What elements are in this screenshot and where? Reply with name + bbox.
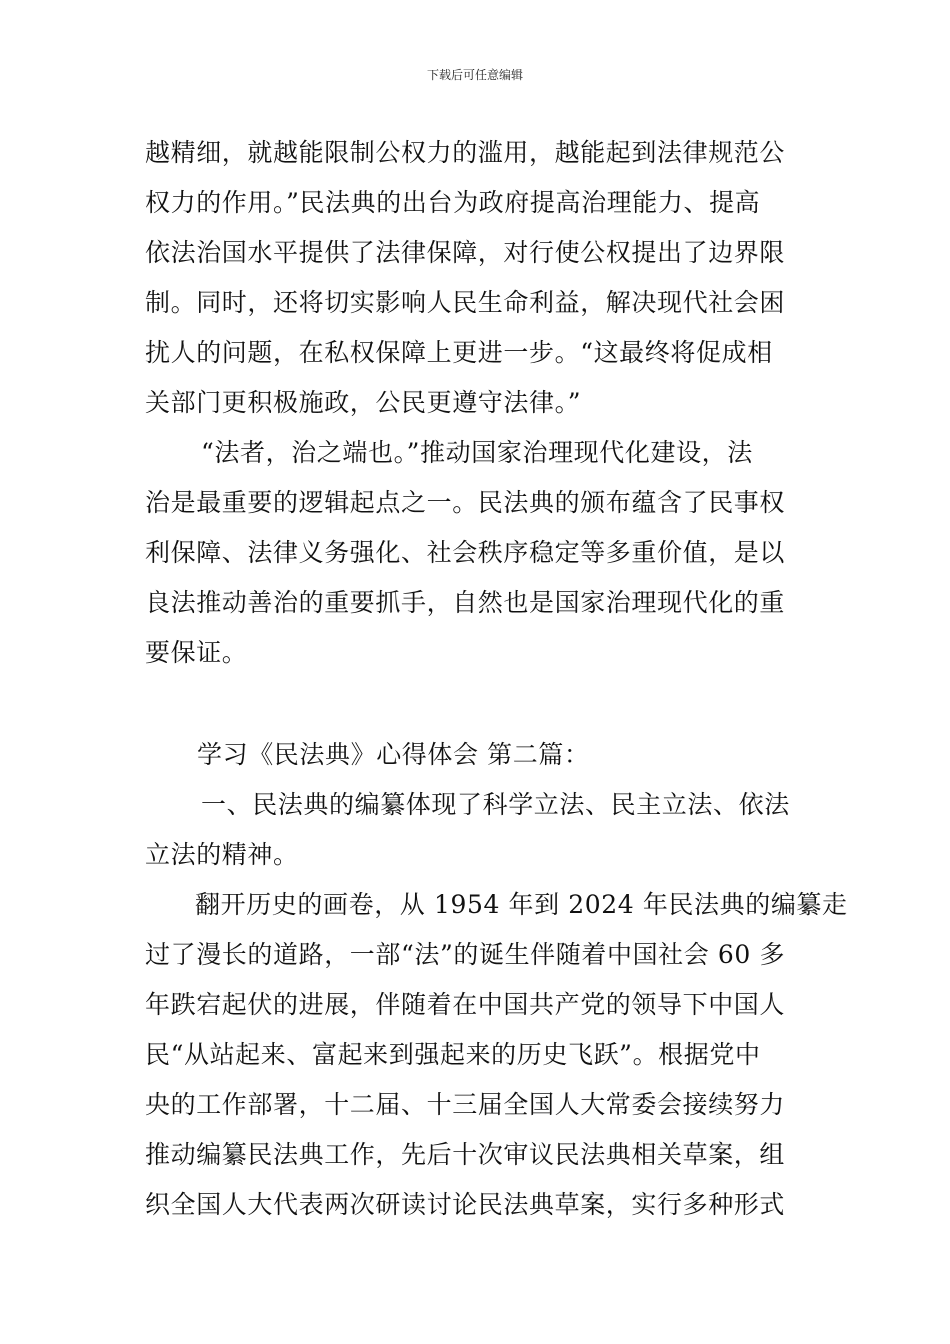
- text-line: 央的工作部署，十二届、十三届全国人大常委会接续努力: [145, 1090, 786, 1119]
- text-line: 要保证。: [145, 638, 248, 667]
- text-line: 利保障、法律义务强化、社会秩序稳定等多重价值，是以: [145, 538, 786, 567]
- text-line: “法者，治之端也。”推动国家治理现代化建设，法: [201, 438, 753, 467]
- text-line: 一、民法典的编纂体现了科学立法、民主立法、依法: [201, 790, 790, 819]
- section-gap: [145, 678, 810, 730]
- text-line: 立法的精神。: [145, 840, 299, 869]
- text-line: 依法治国水平提供了法律保障，对行使公权提出了边界限: [145, 238, 786, 267]
- text-line: 推动编纂民法典工作，先后十次审议民法典相关草案，组: [145, 1140, 786, 1169]
- text-line: 治是最重要的逻辑起点之一。民法典的颁布蕴含了民事权: [145, 488, 786, 517]
- text-line: 制。同时，还将切实影响人民生命利益，解决现代社会困: [145, 288, 786, 317]
- paragraph-1: [145, 128, 810, 428]
- text-line: 越精细，就越能限制公权力的滥用，越能起到法律规范公: [145, 138, 786, 167]
- text-line: 翻开历史的画卷，从 1954 年到 2024 年民法典的编纂走: [195, 890, 848, 919]
- text-line: 织全国人大代表两次研读讨论民法典草案，实行多种形式: [145, 1190, 786, 1219]
- section-heading: 学习《民法典》心得体会 第二篇：: [197, 740, 590, 769]
- text-line: 年跌宕起伏的进展，伴随着在中国共产党的领导下中国人: [145, 990, 786, 1019]
- paragraph-2: [145, 428, 810, 678]
- document-body: [145, 128, 848, 1230]
- text-line: 民“从站起来、富起来到强起来的历史飞跃”。根据党中: [145, 1040, 761, 1069]
- text-line: 过了漫长的道路，一部“法”的诞生伴随着中国社会 60 多: [145, 940, 786, 969]
- text-line: 权力的作用。”民法典的出台为政府提高治理能力、提高: [145, 188, 761, 217]
- page-header-note: 下载后可任意编辑: [426, 68, 523, 82]
- paragraph-3: [145, 780, 810, 880]
- text-line: 扰人的问题，在私权保障上更进一步。“这最终将促成相: [145, 338, 773, 367]
- section-title: [145, 730, 810, 780]
- text-line: 关部门更积极施政，公民更遵守法律。”: [145, 388, 582, 417]
- paragraph-4: [145, 880, 848, 1230]
- text-line: 良法推动善治的重要抓手，自然也是国家治理现代化的重: [145, 588, 786, 617]
